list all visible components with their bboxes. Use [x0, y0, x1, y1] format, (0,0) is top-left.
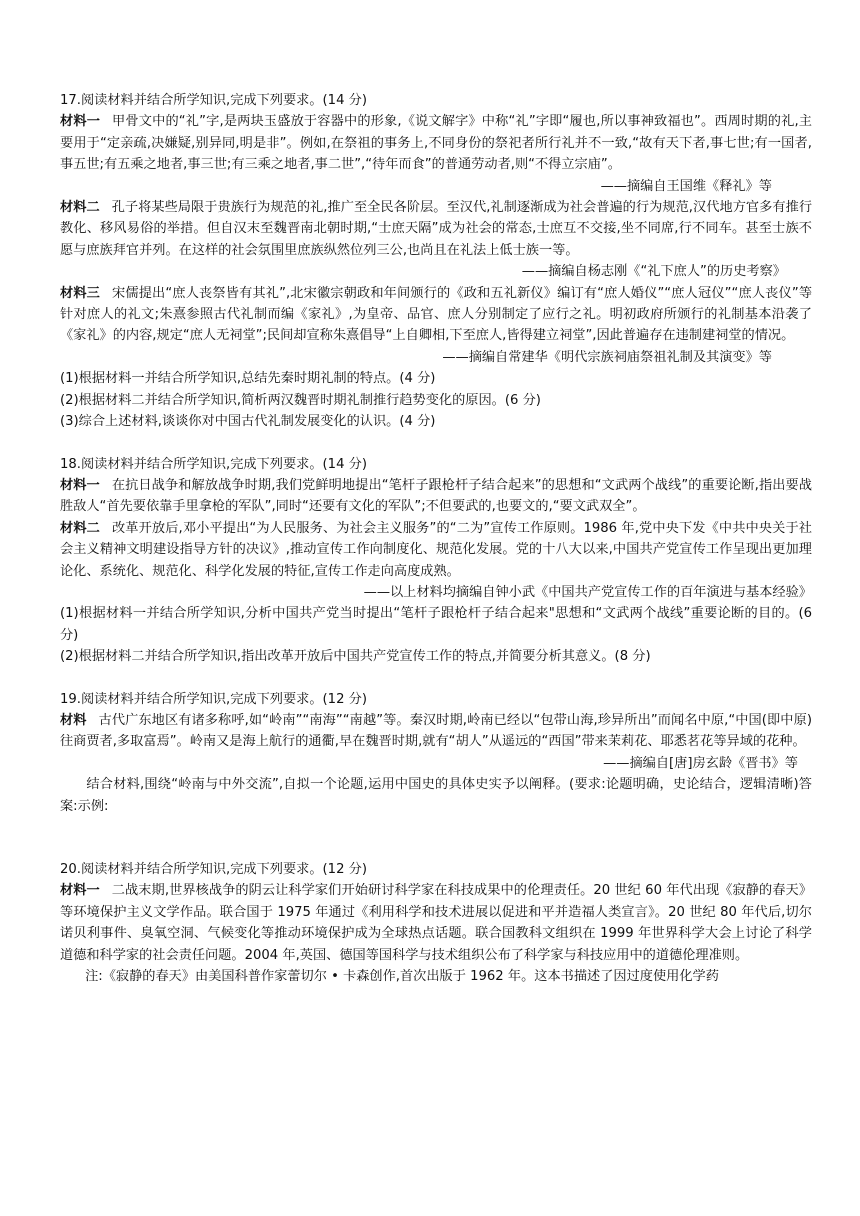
question-17-title: 17.阅读材料并结合所学知识,完成下列要求。(14 分) [60, 93, 367, 108]
q18-question-2: (2)根据材料二并结合所学知识,指出改革开放后中国共产党宣传工作的特点,并简要分析其意义。(8 分) [60, 649, 651, 665]
material-label: 材料 [60, 712, 87, 728]
question-18-title: 18.阅读材料并结合所学知识,完成下列要求。(14 分) [60, 456, 367, 472]
q17-material-3-source: ——摘编自常建华《明代宗族祠庙祭祖礼制及其演变》等 [442, 349, 772, 365]
question-19 [60, 689, 812, 817]
answer-space [60, 817, 812, 859]
q20-note: 注:《寂静的春天》由美国科普作家蕾切尔 • 卡森创作,首次出版于 1962 年。这本书描述了因过度使用化学药 [85, 969, 719, 985]
material-label: 材料二 [60, 200, 100, 216]
material-text: 古代广东地区有诸多称呼,如“岭南”“南海”“南越”等。秦汉时期,岭南已经以“包带山海,珍异所出”而闻名中原,“中国(即中原)往商贾者,多取富焉”。岭南又是海上航行的通衢,早在魏晋时期,就有“胡人”从遥远的“西国”带来茉莉花、耶悉茗花等异域的花种。 [60, 712, 813, 750]
material-text: 改革开放后,邓小平提出“为人民服务、为社会主义服务”的“二为”宣传工作原则。1986 年,党中央下发《中共中央关于社会主义精神文明建设指导方针的决议》,推动宣传工作向制度化、规范化发展。党的十八大以来,中国共产党宣传工作呈现出更加理论化、系统化、规范化、科学化发展的特征,宣传工作走向高度成熟。 [60, 520, 812, 579]
q17-question-3: (3)综合上述材料,谈谈你对中国古代礼制发展变化的认识。(4 分) [60, 414, 436, 430]
q20-material-1 [60, 880, 812, 966]
q18-material-2 [60, 518, 812, 582]
q18-material-1 [60, 475, 812, 518]
q19-material [60, 710, 812, 753]
material-label: 材料二 [60, 520, 100, 536]
material-label: 材料三 [60, 285, 101, 301]
q17-material-3 [60, 283, 812, 347]
q17-question-2: (2)根据材料二并结合所学知识,简析两汉魏晋时期礼制推行趋势变化的原因。(6 分) [60, 392, 541, 408]
exam-page [60, 90, 812, 987]
spacer [60, 668, 812, 689]
material-text: 甲骨文中的“礼”字,是两块玉盛放于容器中的形象,《说文解字》中称“礼”字即“履也,所以事神致福也”。西周时期的礼,主要用于“定亲疏,决嫌疑,别异同,明是非”。例如,在祭祖的事务上,不同身份的祭祀者所行礼并不一致,“故有天下者,事七世;有一国者,事五世;有五乘之地者,事三世;有三乘之地者,事二世”,“待年而食”的普通劳动者,则“不得立宗庙”。 [60, 114, 812, 173]
material-text: 孔子将某些局限于贵族行为规范的礼,推广至全民各阶层。至汉代,礼制逐渐成为社会普遍的行为规范,汉代地方官多有推行教化、移风易俗的举措。但自汉末至魏晋南北朝时期,“士庶天隔”成为社会的常态,士庶互不交接,坐不同席,行不同车。甚至士族不愿与庶族拜官并列。在这样的社会氛围里庶族纵然位列三公,也尚且在礼法上低士族一等。 [60, 200, 813, 258]
question-18 [60, 454, 812, 668]
spacer [60, 433, 812, 454]
q17-material-1-source: ——摘编自王国维《释礼》等 [600, 178, 772, 194]
material-text: 宋儒提出“庶人丧祭皆有其礼”,北宋徽宗朝政和年间颁行的《政和五礼新仪》编订有“庶人婚仪”“庶人冠仪”“庶人丧仪”等针对庶人的礼文;朱熹参照古代礼制而编《家礼》,为皇帝、品官、庶人分别制定了应行之礼。明初政府所颁行的礼制基本沿袭了《家礼》的内容,规定“庶人无祠堂”;民间却宣称朱熹倡导“上自卿相,下至庶人,皆得建立祠堂”,因此普遍存在违制建祠堂的情况。 [60, 285, 813, 344]
q18-material-source: ——以上材料均摘编自钟小武《中国共产党宣传工作的百年演进与基本经验》 [363, 584, 812, 600]
material-text: 二战末期,世界核战争的阴云让科学家们开始研讨科学家在科技成果中的伦理责任。20 世纪 60 年代出现《寂静的春天》等环境保护主义文学作品。联合国于 1975 年通过《利用科学和技术进展以促进和平并造福人类宣言》。20 世纪 80 年代后,切尔诺贝利事件、臭氧空洞、气候变化等推动环境保护成为全球热点话题。联合国教科文组织在 1999 年世界科学大会上讨论了科学道德和科学家的社会责任问题。2004 年,英国、德国等国科学与技术组织公布了科学家与科技应用中的道德伦理准则。 [60, 883, 813, 963]
material-text: 在抗日战争和解放战争时期,我们党鲜明地提出“笔杆子跟枪杆子结合起来”的思想和“文武两个战线”的重要论断,指出要战胜敌人“首先要依靠手里拿枪的军队”,同时“还要有文化的军队”;不但要武的,也要文的,“要文武双全”。 [60, 477, 812, 515]
q17-material-2 [60, 197, 812, 261]
question-20 [60, 859, 812, 987]
q18-question-1: (1)根据材料一并结合所学知识,分析中国共产党当时提出“笔杆子跟枪杆子结合起来"思想和“文武两个战线”重要论断的目的。(6 分) [60, 606, 812, 643]
question-17 [60, 90, 812, 433]
material-label: 材料一 [60, 114, 101, 130]
q17-material-2-source: ——摘编自杨志刚《“礼下庶人”的历史考察》 [521, 264, 786, 280]
material-label: 材料一 [60, 477, 100, 493]
q19-material-source: ——摘编自[唐]房玄龄《晋书》等 [603, 755, 798, 771]
q17-material-1 [60, 111, 812, 175]
question-19-title: 19.阅读材料并结合所学知识,完成下列要求。(12 分) [60, 691, 367, 707]
material-label: 材料一 [60, 883, 100, 899]
question-20-title: 20.阅读材料并结合所学知识,完成下列要求。(12 分) [60, 862, 367, 877]
q19-task: 结合材料,围绕“岭南与中外交流”,自拟一个论题,运用中国史的具体史实予以阐释。(要求:论题明确，史论结合，逻辑清晰)答案:示例: [60, 777, 812, 814]
q17-question-1: (1)根据材料一并结合所学知识,总结先秦时期礼制的特点。(4 分) [60, 371, 436, 387]
